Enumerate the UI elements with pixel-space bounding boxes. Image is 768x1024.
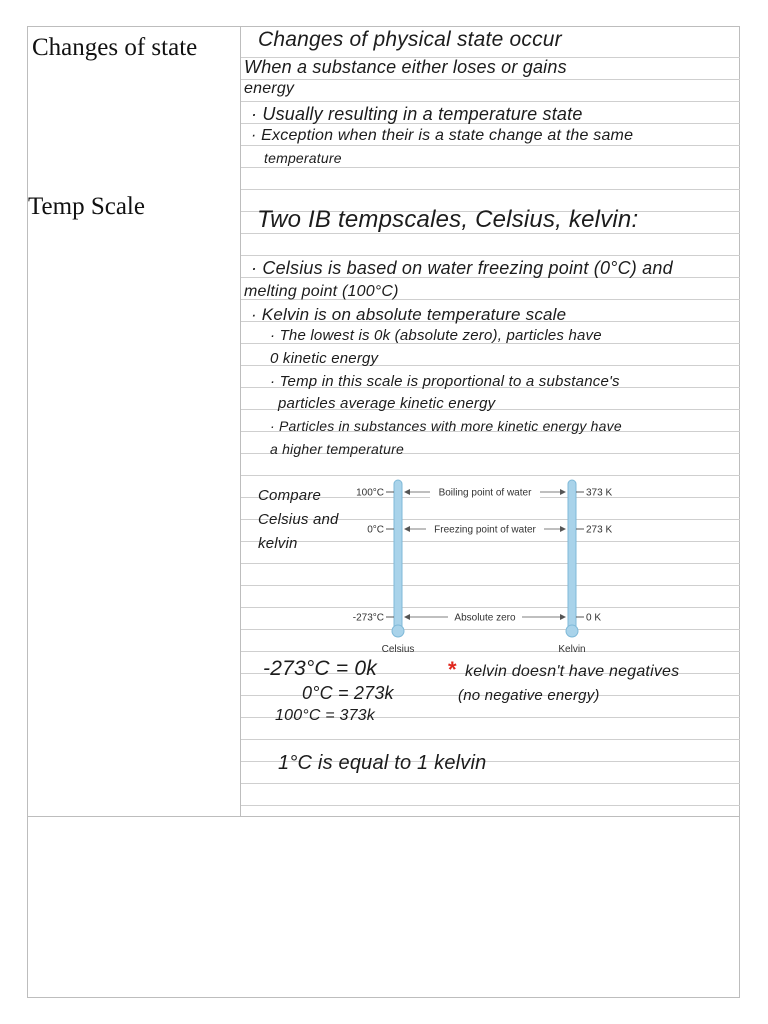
label-c-0: 0°C — [367, 524, 384, 536]
ruled-line — [241, 739, 740, 740]
arrowhead — [404, 526, 410, 532]
note-kelvin-line6: · Particles in substances with more kinetic energy have — [270, 418, 622, 434]
celsius-tube — [394, 480, 402, 630]
label-celsius: Celsius — [381, 644, 415, 655]
label-k-373: 373 K — [586, 487, 613, 499]
arrowhead — [404, 489, 410, 495]
label-boiling: Boiling point of water — [438, 487, 532, 499]
label-kelvin: Kelvin — [558, 644, 586, 655]
note-kelvin-line1: · Kelvin is on absolute temperature scale — [251, 305, 567, 324]
ruled-line — [241, 805, 740, 806]
note-equal: 1°C is equal to 1 kelvin — [278, 752, 487, 774]
note-star-line2: (no negative energy) — [458, 687, 600, 704]
note-kelvin-line3: 0 kinetic energy — [270, 350, 379, 367]
note-state-line2: When a substance either loses or gains — [244, 57, 567, 77]
ruled-line — [241, 167, 740, 168]
arrowhead — [560, 489, 566, 495]
note-kelvin-line2: · The lowest is 0k (absolute zero), particles have — [270, 327, 602, 344]
note-kelvin-line4: · Temp in this scale is proportional to a substance's — [270, 373, 620, 390]
note-state-line6: temperature — [264, 150, 342, 166]
label-k-0: 0 K — [586, 612, 602, 624]
note-conv3: 100°C = 373k — [275, 707, 375, 724]
ruled-line — [241, 79, 740, 80]
ruled-line — [241, 189, 740, 190]
note-conv2: 0°C = 273k — [302, 683, 394, 703]
note-star-line1: kelvin doesn't have negatives — [465, 663, 680, 680]
ruled-line — [241, 145, 740, 146]
note-state-line3: energy — [244, 80, 295, 97]
arrowhead — [404, 614, 410, 620]
note-state-line1: Changes of physical state occur — [258, 28, 562, 51]
note-conv1: -273°C = 0k — [263, 657, 377, 680]
summary-divider — [27, 816, 740, 817]
note-celsius-line1: · Celsius is based on water freezing point (0°C) and — [251, 258, 673, 278]
arrowhead — [560, 614, 566, 620]
cue-temp-scale: Temp Scale — [28, 193, 145, 220]
kelvin-bulb — [566, 625, 578, 637]
label-freezing: Freezing point of water — [434, 524, 536, 536]
label-k-273: 273 K — [586, 524, 613, 536]
note-compare-cue: Compare Celsius and kelvin — [258, 487, 339, 552]
thermometer-diagram — [352, 478, 620, 658]
note-state-line5: · Exception when their is a state change at the same — [251, 127, 634, 144]
red-asterisk: * — [448, 657, 457, 682]
ruled-line — [241, 255, 740, 256]
kelvin-tube — [568, 480, 576, 630]
arrowhead — [560, 526, 566, 532]
label-c-neg273: -273°C — [352, 612, 384, 624]
note-kelvin-line5: particles average kinetic energy — [278, 395, 496, 412]
note-kelvin-line7: a higher temperature — [270, 441, 404, 457]
label-absolute-zero: Absolute zero — [454, 612, 516, 624]
celsius-bulb — [392, 625, 404, 637]
label-c-100: 100°C — [356, 487, 384, 499]
cue-changes-of-state: Changes of state — [32, 34, 198, 61]
note-state-line4: · Usually resulting in a temperature state — [251, 104, 583, 124]
ruled-line — [241, 101, 740, 102]
ruled-line — [241, 783, 740, 784]
thermometer-svg — [352, 478, 620, 658]
ruled-line — [241, 475, 740, 476]
note-scale-heading: Two IB tempscales, Celsius, kelvin: — [257, 206, 639, 233]
note-celsius-line2: melting point (100°C) — [244, 283, 399, 300]
